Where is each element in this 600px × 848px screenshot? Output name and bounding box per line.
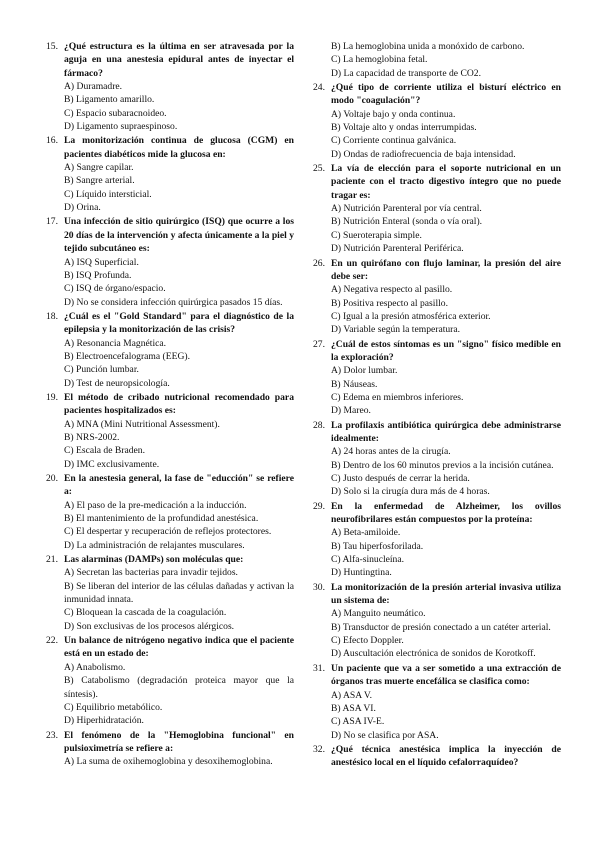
- answer-option: B) ASA VI.: [331, 702, 376, 714]
- question-number: 22.: [46, 635, 58, 647]
- answer-option: B) Se liberan del interior de las células dañadas y activan la inmunidad innata.: [64, 580, 294, 606]
- answer-option: D) Huntingtina.: [331, 567, 392, 579]
- question-text: ¿Qué estructura es la última en ser atravesada por la aguja en una anestesia epidural antes de inyectar el fármaco?: [64, 41, 294, 79]
- question-23: [46, 729, 294, 769]
- question-29: [313, 500, 561, 580]
- answer-option: D) Test de neuropsicología.: [64, 377, 170, 389]
- answer-option: C) ASA IV-E.: [331, 716, 385, 728]
- question-stem: [46, 391, 294, 418]
- answer-option: B) Sangre arterial.: [64, 175, 135, 187]
- answer-option: B) Ligamento amarillo.: [64, 94, 155, 106]
- question-32: [313, 743, 561, 770]
- answer-option: A) Negativa respecto al pasillo.: [331, 284, 453, 296]
- answer-option: C) Líquido intersticial.: [64, 188, 152, 200]
- question-text: En la enfermedad de Alzheimer, los ovillos neurofibrilares están compuestos por la proteína:: [331, 500, 561, 526]
- question-number: 29.: [313, 500, 325, 512]
- answer-option: B) Tau hiperfosforilada.: [331, 540, 424, 552]
- question-stem: [313, 581, 561, 608]
- answer-option: C) ISQ de órgano/espacio.: [64, 283, 166, 295]
- answer-option: D) Mareo.: [331, 405, 371, 417]
- question-26: [313, 257, 561, 337]
- question-number: 27.: [313, 338, 325, 350]
- question-stem: [46, 134, 294, 161]
- question-text: El método de cribado nutricional recomendado para pacientes hospitalizados es:: [64, 391, 294, 417]
- question-17: [46, 215, 294, 308]
- answer-option: D) La administración de relajantes musculares.: [64, 539, 245, 551]
- question-text: Un balance de nitrógeno negativo indica que el paciente está en un estado de:: [64, 635, 294, 660]
- question-number: 26.: [313, 257, 325, 269]
- answer-option: D) La capacidad de transporte de CO2.: [331, 67, 481, 79]
- answer-option: A) Anabolismo.: [64, 661, 126, 673]
- answer-option: D) Son exclusivas de los procesos alérgicos.: [64, 620, 235, 632]
- answer-option: D) Variable según la temperatura.: [331, 324, 461, 336]
- question-25: [313, 162, 561, 255]
- question-23-continuation: [313, 40, 561, 80]
- answer-option: C) Justo después de cerrar la herida.: [331, 473, 470, 484]
- answer-option: C) Corriente continua galvánica.: [331, 135, 457, 147]
- question-number: 23.: [46, 729, 58, 741]
- question-text: ¿Cuál es el "Gold Standard" para el diagnóstico de la epilepsia y la monitorización de las crisis?: [64, 310, 294, 336]
- answer-option: A) ASA V.: [331, 689, 372, 701]
- question-number: 31.: [313, 662, 325, 674]
- question-stem: [313, 257, 561, 284]
- answer-option: C) Alfa-sinucleína.: [331, 554, 404, 566]
- answer-option: B) Nutrición Enteral (sonda o vía oral).: [331, 216, 483, 228]
- question-text: La monitorización de la presión arterial invasiva utiliza un sistema de:: [331, 581, 561, 607]
- answer-option: A) Voltaje bajo y onda continua.: [331, 108, 456, 120]
- question-number: 25.: [313, 163, 325, 175]
- question-stem: [46, 553, 294, 566]
- question-number: 20.: [46, 473, 58, 484]
- question-28: [313, 419, 561, 499]
- answer-option: D) IMC exclusivamente.: [64, 458, 160, 470]
- answer-option: B) El mantenimiento de la profundidad anestésica.: [64, 513, 259, 525]
- question-number: 16.: [46, 135, 58, 147]
- answer-option: A) Nutrición Parenteral por vía central.: [331, 203, 482, 215]
- question-31: [313, 662, 561, 742]
- answer-option: D) Nutrición Parenteral Periférica.: [331, 243, 464, 255]
- question-text: Un paciente que va a ser sometido a una extracción de órganos tras muerte encefálica se clasifica como:: [331, 662, 561, 688]
- answer-option: B) La hemoglobina unida a monóxido de carbono.: [331, 41, 525, 52]
- question-stem: [313, 419, 561, 446]
- answer-option: C) Bloquean la cascada de la coagulación.: [64, 607, 227, 619]
- answer-option: B) Catabolismo (degradación proteica mayor que la síntesis).: [64, 675, 294, 700]
- answer-option: B) NRS-2002.: [64, 431, 120, 443]
- question-number: 32.: [313, 743, 325, 755]
- answer-option: A) El paso de la pre-medicación a la inducción.: [64, 499, 247, 511]
- answer-option: C) Edema en miembros inferiores.: [331, 391, 464, 403]
- question-21: [46, 553, 294, 633]
- right-column: [313, 40, 561, 771]
- answer-option: A) Manguito neumático.: [331, 608, 426, 620]
- question-text: ¿Cuál de estos síntomas es un "signo" físico medible en la exploración?: [331, 338, 561, 363]
- question-number: 18.: [46, 310, 58, 322]
- answer-option: C) Sueroterapia simple.: [331, 229, 422, 241]
- answer-option: A) La suma de oxihemoglobina y desoxihemoglobina.: [64, 756, 273, 768]
- question-text: En la anestesia general, la fase de "educción" se refiere a:: [64, 473, 294, 498]
- question-24: [313, 81, 561, 161]
- question-text: Una infección de sitio quirúrgico (ISQ) que ocurre a los 20 días de la intervención y afecta únicamente a la piel y tejido subcutáneo es:: [64, 216, 294, 255]
- question-30: [313, 581, 561, 661]
- question-text: ¿Qué técnica anestésica implica la inyección de anestésico local en el líquido cefalorraquídeo?: [331, 743, 561, 769]
- answer-option: A) Secretan las bacterias para invadir tejidos.: [64, 567, 238, 579]
- question-text: Las alarminas (DAMPs) son moléculas que:: [64, 554, 244, 566]
- question-number: 21.: [46, 554, 58, 566]
- answer-option: D) Auscultación electrónica de sonidos de Korotkoff.: [331, 648, 536, 660]
- question-number: 30.: [313, 581, 325, 593]
- question-stem: [46, 729, 294, 756]
- answer-option: A) Beta-amiloide.: [331, 527, 401, 539]
- answer-option: A) Duramadre.: [64, 81, 123, 93]
- answer-option: A) Resonancia Magnética.: [64, 337, 167, 349]
- answer-option: D) Orina.: [64, 202, 101, 214]
- question-stem: [313, 662, 561, 689]
- question-stem: [313, 162, 561, 202]
- answer-option: C) Espacio subaracnoideo.: [64, 107, 167, 119]
- answer-option: D) No se considera infección quirúrgica pasados 15 días.: [64, 296, 283, 308]
- answer-option: C) El despertar y recuperación de reflejos protectores.: [64, 526, 272, 538]
- answer-option: A) Sangre capilar.: [64, 162, 134, 174]
- answer-option: B) Transductor de presión conectado a un catéter arterial.: [331, 621, 551, 633]
- question-20: [46, 472, 294, 552]
- answer-option: C) Equilibrio metabólico.: [64, 701, 163, 713]
- answer-option: A) MNA (Mini Nutritional Assessment).: [64, 418, 220, 430]
- question-text: El fenómeno de la "Hemoglobina funcional" en pulsioximetría se refiere a:: [64, 729, 294, 754]
- question-number: 24.: [313, 82, 325, 94]
- answer-option: C) Punción lumbar.: [64, 364, 139, 376]
- question-text: La monitorización continua de glucosa (CGM) en pacientes diabéticos mide la glucosa en:: [64, 135, 294, 160]
- answer-option: B) Náuseas.: [331, 378, 378, 390]
- answer-option: B) ISQ Profunda.: [64, 269, 132, 281]
- question-text: La profilaxis antibiótica quirúrgica debe administrarse idealmente:: [331, 419, 561, 444]
- answer-option: C) La hemoglobina fetal.: [331, 54, 428, 66]
- question-22: [46, 634, 294, 727]
- question-number: 17.: [46, 216, 58, 228]
- answer-option: B) Positiva respecto al pasillo.: [331, 297, 448, 309]
- answer-option: D) Solo si la cirugía dura más de 4 horas.: [331, 486, 490, 498]
- question-stem: [46, 472, 294, 499]
- question-16: [46, 134, 294, 214]
- answer-option: A) ISQ Superficial.: [64, 256, 139, 268]
- question-27: [313, 338, 561, 418]
- question-19: [46, 391, 294, 471]
- answer-option: B) Voltaje alto y ondas interrumpidas.: [331, 122, 477, 134]
- answer-option: D) Ondas de radiofrecuencia de baja intensidad.: [331, 148, 516, 160]
- question-stem: [313, 500, 561, 527]
- question-18: [46, 310, 294, 390]
- question-number: 19.: [46, 391, 58, 403]
- question-stem: [313, 743, 561, 770]
- answer-option: B) Electroencefalograma (EEG).: [64, 350, 190, 362]
- question-stem: [46, 40, 294, 80]
- question-15: [46, 40, 294, 133]
- question-stem: [46, 634, 294, 661]
- left-column: [46, 40, 294, 770]
- question-stem: [313, 338, 561, 365]
- question-text: ¿Qué tipo de corriente utiliza el bisturí eléctrico en modo "coagulación"?: [331, 82, 561, 107]
- answer-option: D) Hiperhidratación.: [64, 715, 144, 727]
- question-number: 15.: [46, 41, 58, 52]
- question-number: 28.: [313, 419, 325, 431]
- question-text: La vía de elección para el soporte nutricional en un paciente con el tracto digestivo íntegro que no puede tragar es:: [331, 163, 561, 201]
- question-text: En un quirófano con flujo laminar, la presión del aire debe ser:: [331, 257, 561, 282]
- question-stem: [46, 310, 294, 337]
- answer-option: C) Efecto Doppler.: [331, 635, 404, 647]
- answer-option: B) Dentro de los 60 minutos previos a la incisión cutánea.: [331, 459, 554, 471]
- answer-option: C) Igual a la presión atmosférica exterior.: [331, 310, 491, 322]
- answer-option: A) 24 horas antes de la cirugía.: [331, 446, 451, 458]
- question-stem: [313, 81, 561, 108]
- answer-option: C) Escala de Braden.: [64, 445, 145, 457]
- answer-option: A) Dolor lumbar.: [331, 365, 398, 377]
- answer-option: D) Ligamento supraespinoso.: [64, 121, 178, 133]
- question-stem: [46, 215, 294, 255]
- answer-option: D) No se clasifica por ASA.: [331, 729, 439, 741]
